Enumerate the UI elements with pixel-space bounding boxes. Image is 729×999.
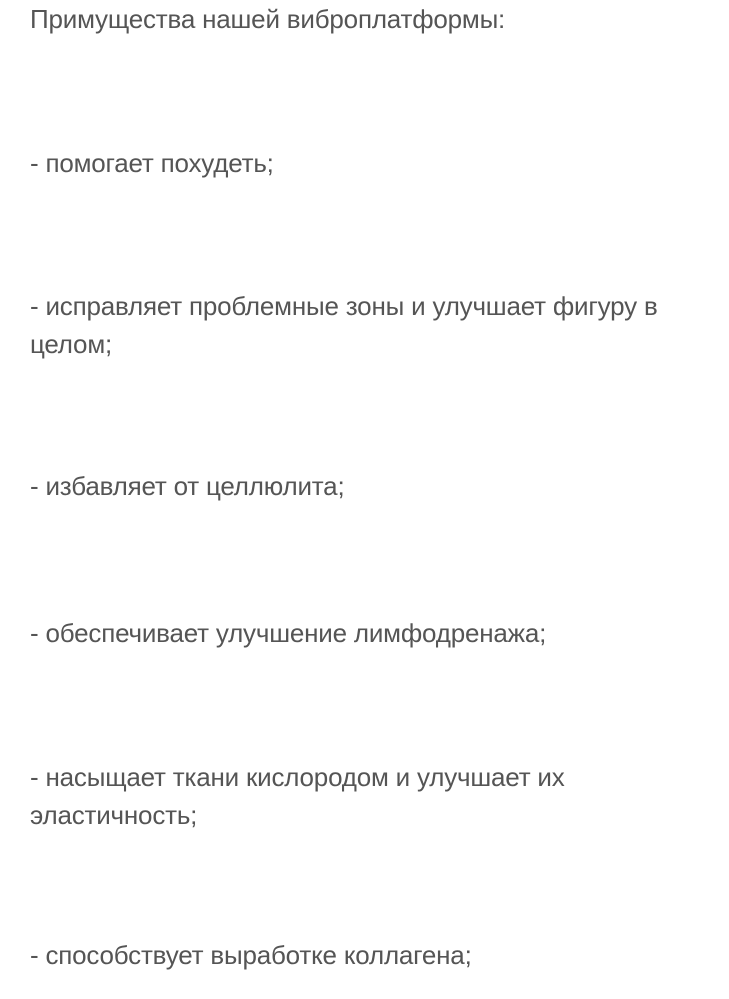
benefit-item: - помогает похудеть; — [30, 148, 274, 178]
benefit-item: - избавляет от целлюлита; — [30, 471, 345, 501]
benefit-item: - способствует выработке коллагена; — [30, 940, 472, 970]
benefit-item: - насыщает ткани кислородом и улучшает их эластичность; — [30, 762, 565, 830]
benefit-item: - исправляет проблемные зоны и улучшает фигуру в целом; — [30, 291, 658, 359]
benefits-heading: Примущества нашей виброплатформы: — [30, 4, 506, 34]
benefit-item: - обеспечивает улучшение лимфодренажа; — [30, 618, 547, 648]
